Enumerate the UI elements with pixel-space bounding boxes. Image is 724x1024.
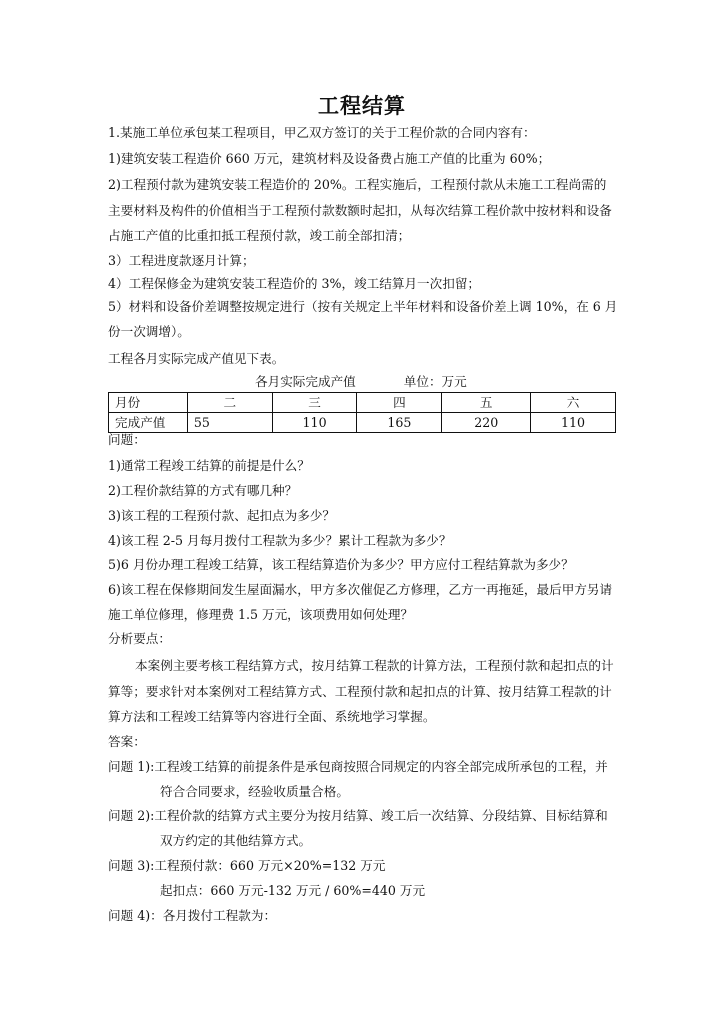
clause-2-line-2: 主要材料及构件的价值相当于工程预付款数额时起扣，从每次结算工程价款中按材料和设备	[108, 203, 612, 218]
monthly-output-table	[108, 392, 616, 433]
clause-5-line-2: 份一次调增）。	[108, 324, 190, 339]
answer-1-line-1: 问题 1):工程竣工结算的前提条件是承包商按照合同规定的内容全部完成所承包的工程，并	[108, 759, 608, 774]
clause-3: 3）工程进度款逐月计算；	[108, 253, 255, 268]
header-cell: 四	[357, 393, 442, 413]
clause-4: 4）工程保修金为建筑安装工程造价的 3%，竣工结算月一次扣留；	[108, 276, 481, 291]
questions-heading: 问题：	[108, 432, 146, 447]
answer-1-line-2: 符合合同要求，经验收质量合格。	[160, 784, 349, 799]
question-5: 5)6 月份办理工程竣工结算，该工程结算造价为多少？甲方应付工程结算款为多少？	[108, 557, 574, 572]
header-cell-month: 月份	[109, 393, 188, 413]
question-6-line-2: 施工单位修理，修理费 1.5 万元，该项费用如何处理？	[108, 607, 414, 622]
clause-1: 1)建筑安装工程造价 660 万元，建筑材料及设备费占施工产值的比重为 60%；	[108, 151, 551, 166]
table-caption-title: 各月实际完成产值	[255, 374, 356, 389]
clause-5-line-1: 5）材料和设备价差调整按规定进行（按有关规定上半年材料和设备价差上调 10%，在 6 月	[108, 299, 618, 314]
row-label-cell: 完成产值	[109, 413, 188, 433]
value-cell: 165	[357, 413, 442, 433]
header-cell: 三	[272, 393, 357, 413]
table-caption-unit: 单位：万元	[403, 374, 467, 389]
answer-2-line-1: 问题 2):工程价款的结算方式主要分为按月结算、竣工后一次结算、分段结算、目标结算和	[108, 808, 608, 823]
analysis-line-3: 算方法和工程竣工结算等内容进行全面、系统地学习掌握。	[108, 709, 436, 724]
table-caption	[255, 374, 467, 390]
question-2: 2)工程价款结算的方式有哪几种？	[108, 483, 298, 498]
answer-3-line-2: 起扣点：660 万元-132 万元 / 60%=440 万元	[160, 883, 426, 898]
answer-4-line-1: 问题 4)：各月拨付工程款为：	[108, 908, 277, 923]
table-row	[109, 413, 616, 433]
contract-intro: 1.某施工单位承包某工程项目，甲乙双方签订的关于工程价款的合同内容有：	[108, 125, 536, 140]
analysis-line-2: 算等；要求针对本案例对工程结算方式、工程预付款和起扣点的计算、按月结算工程款的计	[108, 684, 612, 699]
value-cell: 55	[187, 413, 272, 433]
question-3: 3)该工程的工程预付款、起扣点为多少？	[108, 508, 336, 523]
question-1: 1)通常工程竣工结算的前提是什么？	[108, 458, 310, 473]
answer-2-line-2: 双方约定的其他结算方式。	[160, 833, 312, 848]
clause-2-line-3: 占施工产值的比重扣抵工程预付款，竣工前全部扣清；	[108, 228, 411, 243]
value-cell: 110	[272, 413, 357, 433]
header-cell: 五	[442, 393, 531, 413]
value-cell: 220	[442, 413, 531, 433]
question-4: 4)该工程 2-5 月每月拨付工程款为多少？累计工程款为多少？	[108, 533, 452, 548]
analysis-heading: 分析要点：	[108, 631, 171, 646]
value-cell: 110	[531, 413, 616, 433]
question-6-line-1: 6)该工程在保修期间发生屋面漏水，甲方多次催促乙方修理，乙方一再拖延，最后甲方另请	[108, 582, 613, 597]
table-intro: 工程各月实际完成产值见下表。	[108, 351, 285, 366]
header-cell: 二	[187, 393, 272, 413]
table-header-row	[109, 393, 616, 413]
clause-2-line-1: 2)工程预付款为建筑安装工程造价的 20%。工程实施后，工程预付款从未施工工程尚需的	[108, 177, 607, 192]
answer-3-line-1: 问题 3):工程预付款：660 万元×20%=132 万元	[108, 858, 386, 873]
answers-heading: 答案：	[108, 734, 146, 749]
analysis-line-1: 本案例主要考核工程结算方式，按月结算工程款的计算方法，工程预付款和起扣点的计	[135, 658, 614, 673]
page-title: 工程结算	[318, 94, 406, 118]
header-cell: 六	[531, 393, 616, 413]
